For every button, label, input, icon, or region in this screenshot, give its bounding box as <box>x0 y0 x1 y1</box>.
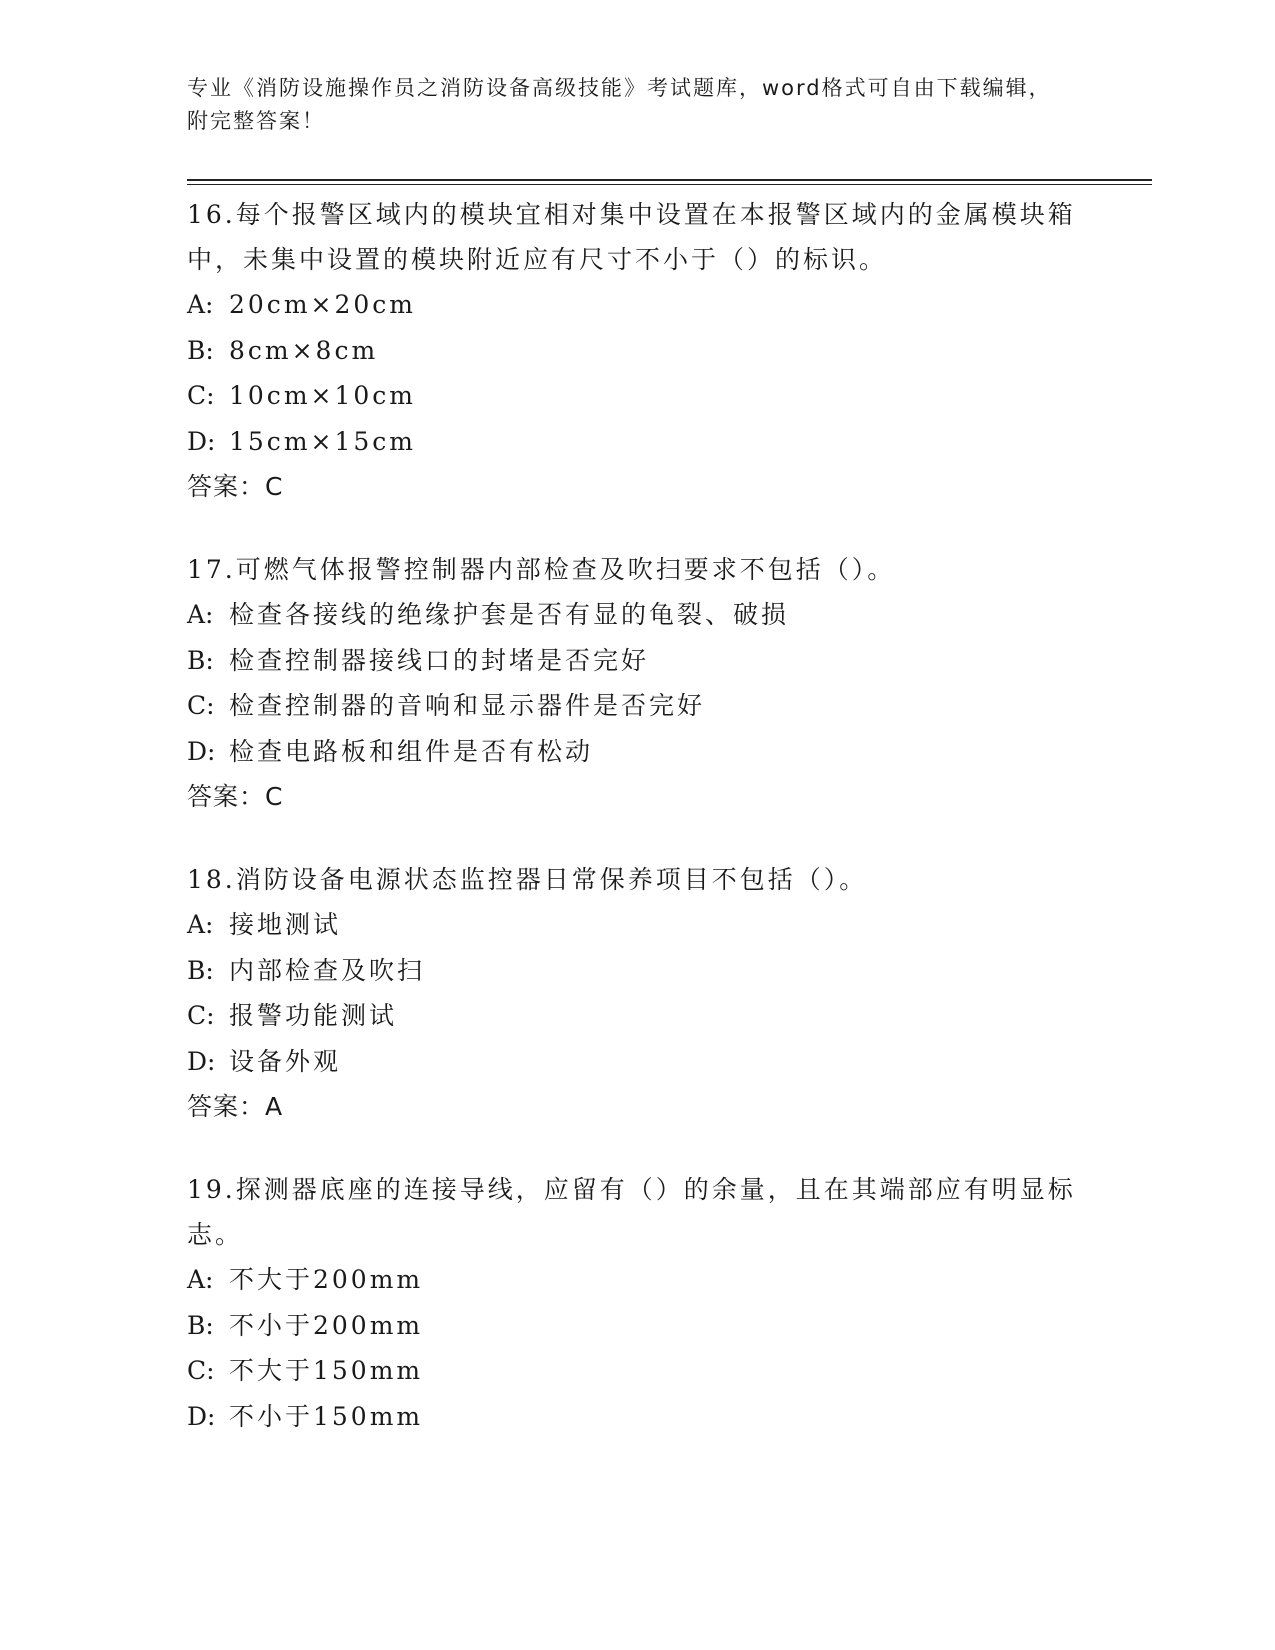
question-list <box>187 192 1077 1477</box>
answer-line: 答案：A <box>187 1092 284 1121</box>
option-key: D: <box>187 1401 216 1431</box>
question-stem: 16.每个报警区域内的模块宜相对集中设置在本报警区域内的金属模块箱中，未集中设置的模块附近应有尺寸不小于（）的标识。 <box>187 200 1076 274</box>
option-text: 20cm×20cm <box>229 290 416 319</box>
option-text: 检查控制器接线口的封堵是否完好 <box>229 645 650 675</box>
option-key: B: <box>187 645 214 675</box>
question-19 <box>187 1167 1077 1439</box>
option-a <box>187 282 1077 328</box>
answer-line: 答案：C <box>187 782 284 811</box>
question-stem: 19.探测器底座的连接导线，应留有（）的余量，且在其端部应有明显标志。 <box>187 1175 1076 1249</box>
question-16 <box>187 192 1077 509</box>
header-rule-thin <box>187 184 1152 185</box>
option-c <box>187 683 1077 729</box>
question-18 <box>187 857 1077 1129</box>
option-key: B: <box>187 335 214 365</box>
option-a <box>187 592 1077 638</box>
question-stem: 18.消防设备电源状态监控器日常保养项目不包括（）。 <box>187 865 868 894</box>
option-text: 检查各接线的绝缘护套是否有显的龟裂、破损 <box>229 600 790 629</box>
option-text: 不小于150mm <box>229 1401 424 1431</box>
option-key: A: <box>187 1265 214 1294</box>
option-a <box>187 902 1077 948</box>
option-key: B: <box>187 955 214 985</box>
question-17 <box>187 547 1077 819</box>
answer-line: 答案：C <box>187 472 284 501</box>
option-b <box>187 948 1077 994</box>
option-text: 检查控制器的音响和显示器件是否完好 <box>229 691 706 720</box>
question-stem: 17.可燃气体报警控制器内部检查及吹扫要求不包括（）。 <box>187 555 896 584</box>
option-key: A: <box>187 910 214 939</box>
option-text: 不小于200mm <box>229 1310 424 1340</box>
option-key: D: <box>187 1046 216 1076</box>
option-key: C: <box>187 381 215 410</box>
option-text: 15cm×15cm <box>229 426 416 456</box>
option-d <box>187 419 1077 465</box>
header-rule-thick <box>187 179 1152 181</box>
option-text: 内部检查及吹扫 <box>229 955 426 985</box>
option-text: 设备外观 <box>229 1046 342 1076</box>
option-key: A: <box>187 290 214 319</box>
option-text: 10cm×10cm <box>229 381 416 410</box>
option-key: C: <box>187 1001 215 1030</box>
option-c <box>187 373 1077 419</box>
option-text: 检查电路板和组件是否有松动 <box>229 736 594 766</box>
option-a <box>187 1257 1077 1303</box>
option-text: 8cm×8cm <box>229 335 379 365</box>
option-key: A: <box>187 600 214 629</box>
option-key: C: <box>187 691 215 720</box>
option-c <box>187 993 1077 1039</box>
option-key: B: <box>187 1310 214 1340</box>
option-d <box>187 1039 1077 1085</box>
document-header: 专业《消防设施操作员之消防设备高级技能》考试题库，word格式可自由下载编辑，附完整答案！ <box>187 76 1052 133</box>
option-b <box>187 328 1077 374</box>
option-key: D: <box>187 736 216 766</box>
option-d <box>187 1394 1077 1440</box>
option-d <box>187 729 1077 775</box>
option-b <box>187 638 1077 684</box>
option-b <box>187 1303 1077 1349</box>
option-key: C: <box>187 1356 215 1385</box>
option-c <box>187 1348 1077 1394</box>
option-text: 不大于150mm <box>229 1356 424 1385</box>
option-text: 报警功能测试 <box>229 1001 398 1030</box>
option-key: D: <box>187 426 216 456</box>
option-text: 不大于200mm <box>229 1265 424 1294</box>
option-text: 接地测试 <box>229 910 342 939</box>
